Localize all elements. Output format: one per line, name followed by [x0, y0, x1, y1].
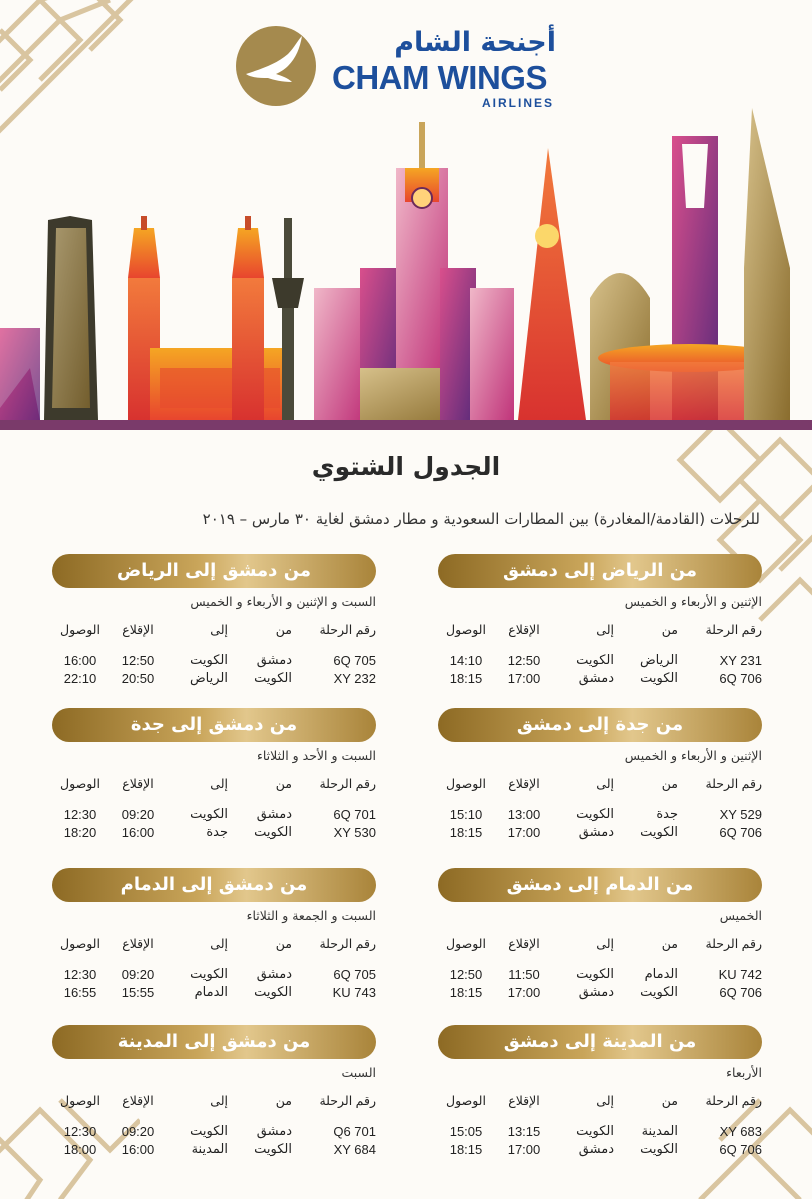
departure-time: 16:00 — [121, 825, 155, 840]
route-section — [438, 868, 762, 998]
flight-rows — [438, 1124, 762, 1160]
origin-city: الكويت — [640, 1142, 678, 1157]
header-from: من — [275, 936, 292, 951]
departure-time: 09:20 — [121, 1124, 155, 1139]
header-flight-number: رقم الرحلة — [705, 777, 762, 791]
route-section — [52, 1025, 376, 1155]
arrival-time: 16:00 — [63, 653, 97, 668]
header-flight-number: رقم الرحلة — [319, 623, 376, 637]
flight-number: XY 683 — [719, 1124, 762, 1139]
table-row — [438, 825, 762, 843]
route-section — [438, 1025, 762, 1155]
departure-time: 13:00 — [507, 807, 541, 822]
arrival-time: 12:30 — [63, 967, 97, 982]
arrival-time: 12:30 — [63, 807, 97, 822]
route-days: السبت و الإثنين و الأربعاء و الخميس — [190, 594, 376, 609]
table-row — [52, 967, 376, 985]
flight-number: 6Q 705 — [333, 653, 376, 668]
header-to: إلى — [210, 622, 228, 637]
header-departure: الإقلاع — [122, 622, 154, 637]
flight-number: XY 530 — [333, 825, 376, 840]
route-section — [438, 554, 762, 684]
destination-city: الدمام — [194, 985, 228, 1000]
header-departure: الإقلاع — [508, 1093, 540, 1108]
table-header — [52, 776, 376, 796]
route-title: من دمشق إلى الرياض — [52, 554, 376, 588]
table-row — [438, 653, 762, 671]
header-to: إلى — [210, 1093, 228, 1108]
flight-number: 6Q 706 — [719, 825, 762, 840]
flight-rows — [52, 967, 376, 1003]
departure-time: 17:00 — [507, 1142, 541, 1157]
flight-number: XY 232 — [333, 671, 376, 686]
route-days: الخميس — [719, 908, 762, 923]
header-to: إلى — [596, 1093, 614, 1108]
table-header — [438, 622, 762, 642]
route-days: الإثنين و الأربعاء و الخميس — [624, 748, 762, 763]
table-header — [438, 776, 762, 796]
destination-city: الكويت — [576, 1124, 614, 1139]
departure-time: 17:00 — [507, 671, 541, 686]
origin-city: الدمام — [644, 967, 678, 982]
header-departure: الإقلاع — [122, 1093, 154, 1108]
flight-number: XY 684 — [333, 1142, 376, 1157]
header-from: من — [275, 622, 292, 637]
route-title: من دمشق إلى الدمام — [52, 868, 376, 902]
brand-name-arabic: أجنحة الشام — [394, 27, 556, 58]
origin-city: الكويت — [254, 825, 292, 840]
table-row — [52, 985, 376, 1003]
table-row — [438, 967, 762, 985]
flight-rows — [52, 1124, 376, 1160]
table-row — [438, 671, 762, 689]
table-row — [52, 1124, 376, 1142]
origin-city: الكويت — [640, 825, 678, 840]
header-arrival: الوصول — [446, 776, 486, 791]
destination-city: الكويت — [576, 653, 614, 668]
destination-city: المدينة — [191, 1142, 228, 1157]
flight-number: 6Q 705 — [333, 967, 376, 982]
origin-city: دمشق — [256, 653, 292, 668]
table-row — [438, 807, 762, 825]
flight-number: KU 742 — [718, 967, 762, 982]
destination-city: دمشق — [578, 1142, 614, 1157]
destination-city: الكويت — [190, 967, 228, 982]
departure-time: 09:20 — [121, 807, 155, 822]
airline-logo — [236, 26, 566, 110]
departure-time: 11:50 — [508, 967, 540, 982]
origin-city: الكويت — [254, 1142, 292, 1157]
arrival-time: 12:30 — [63, 1124, 97, 1139]
destination-city: الرياض — [189, 671, 228, 686]
header-from: من — [661, 936, 678, 951]
header-to: إلى — [596, 936, 614, 951]
header-to: إلى — [596, 622, 614, 637]
flight-rows — [438, 653, 762, 689]
origin-city: جدة — [656, 807, 678, 822]
destination-city: جدة — [206, 825, 228, 840]
table-row — [52, 1142, 376, 1160]
route-section — [52, 554, 376, 684]
route-section — [438, 708, 762, 838]
header-to: إلى — [596, 776, 614, 791]
route-section — [52, 868, 376, 998]
flight-number: Q6 701 — [333, 1124, 376, 1139]
destination-city: الكويت — [576, 807, 614, 822]
departure-time: 12:50 — [507, 653, 541, 668]
header-from: من — [661, 776, 678, 791]
header-arrival: الوصول — [60, 622, 100, 637]
brand-subtitle: AIRLINES — [481, 96, 554, 110]
header-departure: الإقلاع — [508, 622, 540, 637]
flight-rows — [438, 967, 762, 1003]
flight-number: 6Q 706 — [719, 671, 762, 686]
flight-number: XY 231 — [719, 653, 762, 668]
departure-time: 20:50 — [121, 671, 155, 686]
flight-rows — [52, 653, 376, 689]
departure-time: 15:55 — [121, 985, 155, 1000]
schedule-subtitle: للرحلات (القادمة/المغادرة) بين المطارات السعودية و مطار دمشق لغاية ٣٠ مارس – ٢٠١٩ — [202, 510, 760, 528]
origin-city: الكويت — [640, 671, 678, 686]
route-days: السبت و الأحد و الثلاثاء — [256, 748, 376, 763]
arrival-time: 15:05 — [449, 1124, 483, 1139]
header-arrival: الوصول — [446, 622, 486, 637]
header-flight-number: رقم الرحلة — [319, 1094, 376, 1108]
arrival-time: 18:00 — [63, 1142, 97, 1157]
header-to: إلى — [210, 936, 228, 951]
flight-number: 6Q 706 — [719, 985, 762, 1000]
table-header — [52, 1093, 376, 1113]
route-section — [52, 708, 376, 838]
arrival-time: 18:20 — [63, 825, 97, 840]
header-from: من — [661, 622, 678, 637]
origin-city: المدينة — [641, 1124, 678, 1139]
header-departure: الإقلاع — [122, 936, 154, 951]
route-title: من الرياض إلى دمشق — [438, 554, 762, 588]
header-flight-number: رقم الرحلة — [705, 623, 762, 637]
departure-time: 17:00 — [507, 985, 541, 1000]
header-departure: الإقلاع — [508, 776, 540, 791]
header-arrival: الوصول — [446, 936, 486, 951]
destination-city: الكويت — [190, 653, 228, 668]
route-title: من دمشق إلى جدة — [52, 708, 376, 742]
origin-city: الكويت — [254, 985, 292, 1000]
table-row — [52, 653, 376, 671]
schedule-title: الجدول الشتوي — [311, 452, 501, 481]
saudi-skyline-illustration — [0, 108, 812, 430]
route-days: الأربعاء — [726, 1065, 762, 1080]
origin-city: الكويت — [254, 671, 292, 686]
destination-city: دمشق — [578, 825, 614, 840]
header-arrival: الوصول — [60, 1093, 100, 1108]
table-row — [438, 1142, 762, 1160]
header-from: من — [275, 776, 292, 791]
departure-time: 16:00 — [121, 1142, 155, 1157]
route-title: من دمشق إلى المدينة — [52, 1025, 376, 1059]
table-row — [52, 807, 376, 825]
flight-rows — [52, 807, 376, 843]
header-flight-number: رقم الرحلة — [319, 937, 376, 951]
arrival-time: 16:55 — [63, 985, 97, 1000]
table-header — [438, 936, 762, 956]
route-days: السبت — [341, 1065, 376, 1080]
header-from: من — [275, 1093, 292, 1108]
header-to: إلى — [210, 776, 228, 791]
departure-time: 09:20 — [121, 967, 155, 982]
header-flight-number: رقم الرحلة — [705, 937, 762, 951]
table-row — [52, 825, 376, 843]
header-from: من — [661, 1093, 678, 1108]
destination-city: الكويت — [190, 1124, 228, 1139]
arrival-time: 18:15 — [449, 985, 483, 1000]
route-days: الإثنين و الأربعاء و الخميس — [624, 594, 762, 609]
table-header — [438, 1093, 762, 1113]
destination-city: دمشق — [578, 985, 614, 1000]
route-title: من الدمام إلى دمشق — [438, 868, 762, 902]
origin-city: دمشق — [256, 807, 292, 822]
header-arrival: الوصول — [446, 1093, 486, 1108]
header-departure: الإقلاع — [122, 776, 154, 791]
destination-city: الكويت — [576, 967, 614, 982]
route-title: من المدينة إلى دمشق — [438, 1025, 762, 1059]
route-days: السبت و الجمعة و الثلاثاء — [246, 908, 376, 923]
arrival-time: 15:10 — [449, 807, 483, 822]
arrival-time: 18:15 — [449, 671, 483, 686]
origin-city: الكويت — [640, 985, 678, 1000]
brand-name-english: CHAM WINGS — [332, 59, 547, 96]
header-flight-number: رقم الرحلة — [705, 1094, 762, 1108]
destination-city: الكويت — [190, 807, 228, 822]
flight-number: 6Q 706 — [719, 1142, 762, 1157]
arrival-time: 22:10 — [63, 671, 97, 686]
flight-number: KU 743 — [332, 985, 376, 1000]
origin-city: دمشق — [256, 1124, 292, 1139]
arrival-time: 14:10 — [449, 653, 483, 668]
table-header — [52, 936, 376, 956]
flight-number: 6Q 701 — [333, 807, 376, 822]
header-arrival: الوصول — [60, 776, 100, 791]
departure-time: 12:50 — [121, 653, 155, 668]
header-arrival: الوصول — [60, 936, 100, 951]
arrival-time: 18:15 — [449, 825, 483, 840]
flight-number: XY 529 — [719, 807, 762, 822]
table-header — [52, 622, 376, 642]
departure-time: 17:00 — [507, 825, 541, 840]
departure-time: 13:15 — [507, 1124, 541, 1139]
arrival-time: 12:50 — [449, 967, 483, 982]
flight-rows — [438, 807, 762, 843]
route-title: من جدة إلى دمشق — [438, 708, 762, 742]
table-row — [438, 1124, 762, 1142]
destination-city: دمشق — [578, 671, 614, 686]
arrival-time: 18:15 — [449, 1142, 483, 1157]
bird-logo-icon — [236, 26, 316, 106]
origin-city: دمشق — [256, 967, 292, 982]
header-flight-number: رقم الرحلة — [319, 777, 376, 791]
origin-city: الرياض — [639, 653, 678, 668]
table-row — [438, 985, 762, 1003]
header-departure: الإقلاع — [508, 936, 540, 951]
table-row — [52, 671, 376, 689]
